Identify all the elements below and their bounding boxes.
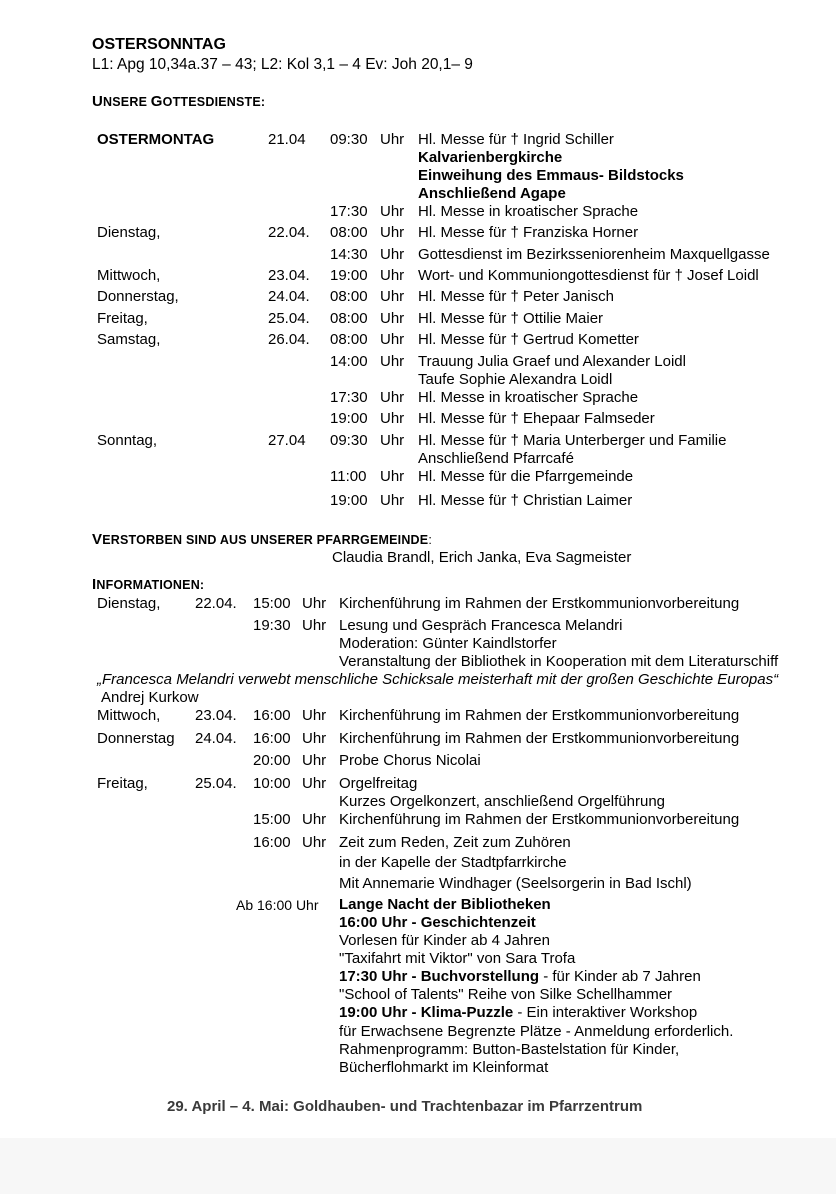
- service-text: Einweihung des Emmaus- Bildstocks: [418, 167, 684, 184]
- service-uhr: Uhr: [380, 267, 405, 284]
- service-uhr: Uhr: [380, 492, 405, 509]
- info-day: Dienstag,: [97, 595, 161, 612]
- info-date: 22.04.: [195, 595, 237, 612]
- service-uhr: Uhr: [380, 353, 405, 370]
- service-time: 14:30: [330, 246, 368, 263]
- info-text: "Taxifahrt mit Viktor" von Sara Trofa: [339, 950, 576, 967]
- service-time: 17:30: [330, 389, 368, 406]
- info-time: 15:00: [253, 811, 291, 828]
- service-day: Donnerstag,: [97, 288, 179, 305]
- quote: „Francesca Melandri verwebt menschliche Schicksale meisterhaft mit der großen Geschichte Europas“: [97, 671, 779, 688]
- service-date: 24.04.: [268, 288, 310, 305]
- service-day: Sonntag,: [97, 432, 158, 449]
- info-day: Donnerstag: [97, 730, 175, 747]
- service-text: Hl. Messe für die Pfarrgemeinde: [418, 468, 634, 485]
- info-text: Kurzes Orgelkonzert, anschließend Orgelführung: [339, 793, 666, 810]
- service-uhr: Uhr: [380, 203, 405, 220]
- info-date: 24.04.: [195, 730, 237, 747]
- info-day: Freitag,: [97, 775, 148, 792]
- service-text: Hl. Messe für † Ehepaar Falmseder: [418, 410, 655, 427]
- page-title: OSTERSONNTAG: [92, 36, 226, 53]
- service-date: 26.04.: [268, 331, 310, 348]
- service-uhr: Uhr: [380, 288, 405, 305]
- footer-note: 29. April – 4. Mai: Goldhauben- und Trachtenbazar im Pfarrzentrum: [167, 1098, 643, 1115]
- service-day: Dienstag,: [97, 224, 161, 241]
- service-uhr: Uhr: [380, 331, 405, 348]
- info-time: 15:00: [253, 595, 291, 612]
- info-uhr: Uhr: [302, 617, 327, 634]
- service-time: 08:00: [330, 288, 368, 305]
- service-text: Hl. Messe für † Ingrid Schiller: [418, 131, 614, 148]
- info-text: Probe Chorus Nicolai: [339, 752, 481, 769]
- service-day: Mittwoch,: [97, 267, 161, 284]
- service-text: Hl. Messe in kroatischer Sprache: [418, 203, 639, 220]
- info-text: Zeit zum Reden, Zeit zum Zuhören: [339, 834, 571, 851]
- service-text: Hl. Messe für † Maria Unterberger und Familie: [418, 432, 727, 449]
- info-date: 23.04.: [195, 707, 237, 724]
- service-time: 08:00: [330, 331, 368, 348]
- service-text: Hl. Messe für † Christian Laimer: [418, 492, 633, 509]
- service-date: 22.04.: [268, 224, 310, 241]
- service-time: 14:00: [330, 353, 368, 370]
- service-text: Gottesdienst im Bezirksseniorenheim Maxquellgasse: [418, 246, 770, 263]
- service-text: Anschließend Pfarrcafé: [418, 450, 574, 467]
- service-text: Hl. Messe in kroatischer Sprache: [418, 389, 639, 406]
- info-time: 16:00: [253, 707, 291, 724]
- service-time: 19:00: [330, 492, 368, 509]
- service-uhr: Uhr: [380, 389, 405, 406]
- service-day: Samstag,: [97, 331, 161, 348]
- service-time: 11:00: [330, 468, 367, 485]
- service-text: Trauung Julia Graef und Alexander Loidl: [418, 353, 686, 370]
- service-date: 23.04.: [268, 267, 310, 284]
- service-text: Hl. Messe für † Peter Janisch: [418, 288, 614, 305]
- info-time: Ab 16:00 Uhr: [236, 897, 319, 913]
- service-time: 09:30: [330, 432, 368, 449]
- info-text: Bücherflohmarkt im Kleinformat: [339, 1059, 549, 1076]
- info-text: Rahmenprogramm: Button-Bastelstation für Kinder,: [339, 1041, 680, 1058]
- info-text: Vorlesen für Kinder ab 4 Jahren: [339, 932, 550, 949]
- service-uhr: Uhr: [380, 410, 405, 427]
- info-text: Lange Nacht der Bibliotheken: [339, 896, 551, 913]
- deceased-heading: VERSTORBEN SIND AUS UNSERER PFARRGEMEINDE:: [92, 531, 433, 548]
- service-date: 21.04: [268, 131, 306, 148]
- info-text: Kirchenführung im Rahmen der Erstkommunionvorbereitung: [339, 707, 740, 724]
- services-heading: UNSERE GOTTESDIENSTE:: [92, 93, 266, 110]
- service-text: Wort- und Kommuniongottesdienst für † Josef Loidl: [418, 267, 759, 284]
- info-uhr: Uhr: [302, 834, 327, 851]
- info-text: 16:00 Uhr - Geschichtenzeit: [339, 914, 536, 931]
- page-bottom-margin: [0, 1138, 836, 1194]
- service-text: Kalvarienbergkirche: [418, 149, 563, 166]
- service-uhr: Uhr: [380, 246, 405, 263]
- service-text: Hl. Messe für † Franziska Horner: [418, 224, 639, 241]
- info-time: 16:00: [253, 834, 291, 851]
- service-text: Hl. Messe für † Ottilie Maier: [418, 310, 604, 327]
- service-time: 19:00: [330, 267, 368, 284]
- info-uhr: Uhr: [302, 595, 327, 612]
- info-text: Kirchenführung im Rahmen der Erstkommunionvorbereitung: [339, 811, 740, 828]
- info-time: 10:00: [253, 775, 291, 792]
- service-date: 27.04: [268, 432, 306, 449]
- service-time: 17:30: [330, 203, 368, 220]
- service-uhr: Uhr: [380, 468, 405, 485]
- info-time: 19:30: [253, 617, 291, 634]
- service-time: 08:00: [330, 224, 368, 241]
- service-text: Taufe Sophie Alexandra Loidl: [418, 371, 613, 388]
- info-text: Mit Annemarie Windhager (Seelsorgerin in Bad Ischl): [339, 875, 692, 892]
- info-text: "School of Talents" Reihe von Silke Schellhammer: [339, 986, 673, 1003]
- info-uhr: Uhr: [302, 752, 327, 769]
- info-text: Orgelfreitag: [339, 775, 418, 792]
- info-uhr: Uhr: [302, 707, 327, 724]
- info-uhr: Uhr: [302, 730, 327, 747]
- service-text: Anschließend Agape: [418, 185, 566, 202]
- quote-author: Andrej Kurkow: [101, 689, 199, 706]
- info-text: 19:00 Uhr - Klima-Puzzle - Ein interaktiver Workshop: [339, 1004, 698, 1021]
- info-time: 16:00: [253, 730, 291, 747]
- service-uhr: Uhr: [380, 224, 405, 241]
- info-text: Moderation: Günter Kaindlstorfer: [339, 635, 557, 652]
- service-date: 25.04.: [268, 310, 310, 327]
- info-text: Kirchenführung im Rahmen der Erstkommunionvorbereitung: [339, 595, 740, 612]
- info-text: Kirchenführung im Rahmen der Erstkommunionvorbereitung: [339, 730, 740, 747]
- info-text: Lesung und Gespräch Francesca Melandri: [339, 617, 623, 634]
- info-text: in der Kapelle der Stadtpfarrkirche: [339, 854, 567, 871]
- service-time: 08:00: [330, 310, 368, 327]
- info-text: Veranstaltung der Bibliothek in Kooperation mit dem Literaturschiff: [339, 653, 779, 670]
- service-uhr: Uhr: [380, 310, 405, 327]
- service-uhr: Uhr: [380, 432, 405, 449]
- info-uhr: Uhr: [302, 811, 327, 828]
- service-time: 19:00: [330, 410, 368, 427]
- info-uhr: Uhr: [302, 775, 327, 792]
- info-text: 17:30 Uhr - Buchvorstellung - für Kinder ab 7 Jahren: [339, 968, 701, 985]
- service-time: 09:30: [330, 131, 368, 148]
- deceased-names: Claudia Brandl, Erich Janka, Eva Sagmeister: [332, 549, 632, 566]
- info-text: für Erwachsene Begrenzte Plätze - Anmeldung erforderlich.: [339, 1023, 734, 1040]
- info-heading: INFORMATIONEN:: [92, 576, 205, 593]
- service-day: Freitag,: [97, 310, 148, 327]
- service-uhr: Uhr: [380, 131, 405, 148]
- info-time: 20:00: [253, 752, 291, 769]
- info-day: Mittwoch,: [97, 707, 161, 724]
- service-text: Hl. Messe für † Gertrud Kometter: [418, 331, 639, 348]
- readings-line: L1: Apg 10,34a.37 – 43; L2: Kol 3,1 – 4 Ev: Joh 20,1– 9: [92, 56, 473, 73]
- info-date: 25.04.: [195, 775, 237, 792]
- service-day: OSTERMONTAG: [97, 131, 215, 148]
